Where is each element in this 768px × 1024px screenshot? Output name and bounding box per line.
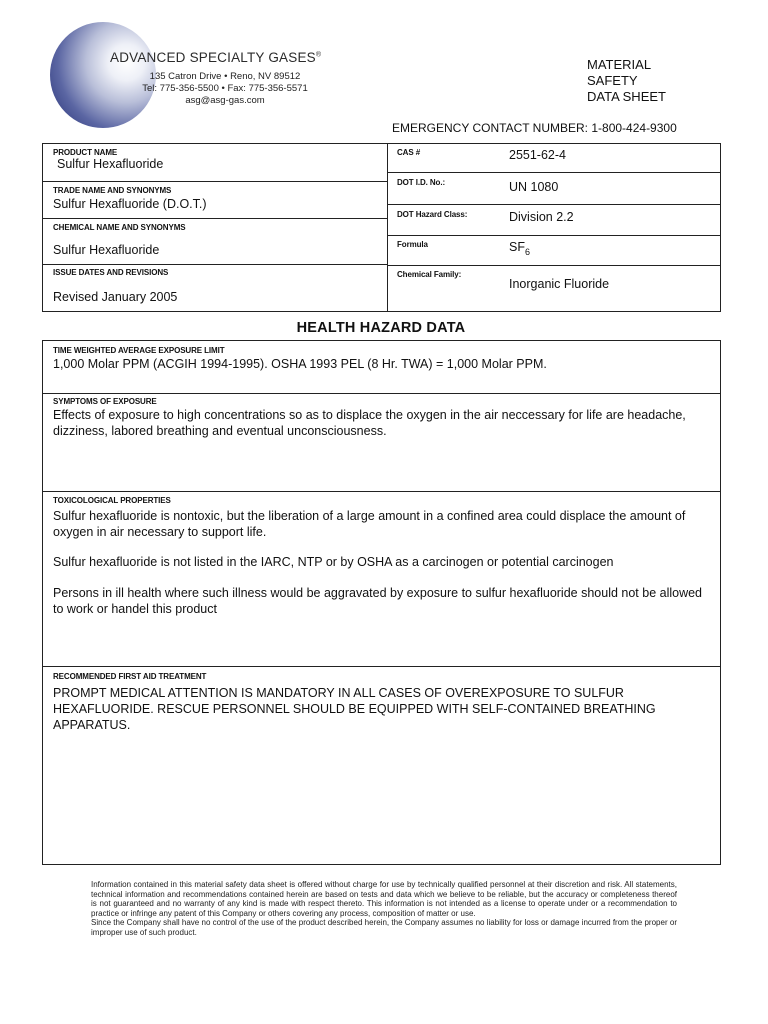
toxicological-paragraph: Sulfur hexafluoride is nontoxic, but the liberation of a large amount in a confined area could displace the amount of oxygen in air necessary to support life. xyxy=(53,509,686,539)
table-divider xyxy=(42,666,721,667)
table-divider xyxy=(387,172,721,173)
disclaimer-paragraph: Information contained in this material safety data sheet is offered without charge for use by technically qualified personnel at their discretion and risk. All statements, technical information and recommendations contained herein are based on tests and data which we believe to be reliable, but the accuracy or completeness thereof is not guaranteed and no warranty of any kind is made with respect thereto. This information is not intended as a license to operate under or a recommendation to practice or infringe any patent of this Company or others covering any process, composition of matter or use. xyxy=(91,880,677,918)
disclaimer-paragraph: Since the Company shall have no control of the use of the product described herein, the Company assumes no liability for loss or damage incurred from the proper or improper use of such product. xyxy=(91,918,677,937)
emergency-contact-number: EMERGENCY CONTACT NUMBER: 1-800-424-9300 xyxy=(392,121,677,135)
table-divider xyxy=(387,143,388,312)
product-name-value: Sulfur Hexafluoride xyxy=(57,157,164,171)
document-title-line: SAFETY xyxy=(587,73,638,88)
table-divider xyxy=(42,393,721,394)
table-divider xyxy=(42,181,387,182)
cas-label: CAS # xyxy=(397,148,421,157)
chemical-name-label: CHEMICAL NAME AND SYNONYMS xyxy=(53,223,186,232)
issue-dates-value: Revised January 2005 xyxy=(53,290,178,304)
document-title xyxy=(587,57,666,105)
chemical-name-value: Sulfur Hexafluoride xyxy=(53,243,160,257)
first-aid-value: PROMPT MEDICAL ATTENTION IS MANDATORY IN ALL CASES OF OVEREXPOSURE TO SULFUR HEXAFLUORIDE. RESCUE PERSONNEL SHOULD BE EQUIPPED WITH SELF-CONTAINED BREATHING APPARATUS. xyxy=(53,686,656,732)
symptoms-label: SYMPTOMS OF EXPOSURE xyxy=(53,397,157,406)
dot-hazard-class-value: Division 2.2 xyxy=(509,210,574,224)
table-divider xyxy=(42,264,387,265)
symptoms-value: Effects of exposure to high concentrations so as to displace the oxygen in the air neccessary for life are headache, dizziness, labored breathing and eventual unconsciousness. xyxy=(53,408,686,438)
dot-id-value: UN 1080 xyxy=(509,180,559,194)
health-hazard-title: HEALTH HAZARD DATA xyxy=(296,320,466,336)
disclaimer-footer xyxy=(91,880,677,937)
company-name: ADVANCED SPECIALTY GASES® xyxy=(110,50,322,65)
company-address: 135 Catron Drive • Reno, NV 89512 xyxy=(149,71,301,82)
dot-hazard-class-label: DOT Hazard Class: xyxy=(397,210,468,219)
toxicological-label: TOXICOLOGICAL PROPERTIES xyxy=(53,496,171,505)
company-phone-fax: Tel: 775-356-5500 • Fax: 775-356-5571 xyxy=(142,83,308,94)
trade-name-label: TRADE NAME AND SYNONYMS xyxy=(53,186,172,195)
toxicological-paragraph: Sulfur hexafluoride is not listed in the IARC, NTP or by OSHA as a carcinogen or potential carcinogen xyxy=(53,555,614,569)
cas-value: 2551-62-4 xyxy=(509,148,566,162)
formula-value: $SF_6$ xyxy=(509,240,530,257)
document-title-line: MATERIAL xyxy=(587,57,652,72)
table-divider xyxy=(387,204,721,205)
table-divider xyxy=(387,235,721,236)
dot-id-label: DOT I.D. No.: xyxy=(397,178,446,187)
first-aid-label: RECOMMENDED FIRST AID TREATMENT xyxy=(53,672,207,681)
formula-label: Formula xyxy=(397,240,428,249)
chemical-family-value: Inorganic Fluoride xyxy=(509,277,610,291)
chemical-family-label: Chemical Family: xyxy=(397,270,462,279)
trade-name-value: Sulfur Hexafluoride (D.O.T.) xyxy=(53,197,207,211)
company-email: asg@asg-gas.com xyxy=(185,95,265,106)
table-divider xyxy=(42,218,387,219)
toxicological-paragraph: Persons in ill health where such illness would be aggravated by exposure to sulfur hexafluoride should not be allowed to work or handel this product xyxy=(53,586,703,616)
twa-label: TIME WEIGHTED AVERAGE EXPOSURE LIMIT xyxy=(53,346,225,355)
table-divider xyxy=(387,265,721,266)
twa-value: 1,000 Molar PPM (ACGIH 1994-1995). OSHA 1993 PEL (8 Hr. TWA) = 1,000 Molar PPM. xyxy=(53,357,547,371)
document-title-line: DATA SHEET xyxy=(587,89,666,104)
issue-dates-label: ISSUE DATES AND REVISIONS xyxy=(53,268,169,277)
product-name-label: PRODUCT NAME xyxy=(53,148,118,157)
table-divider xyxy=(42,491,721,492)
